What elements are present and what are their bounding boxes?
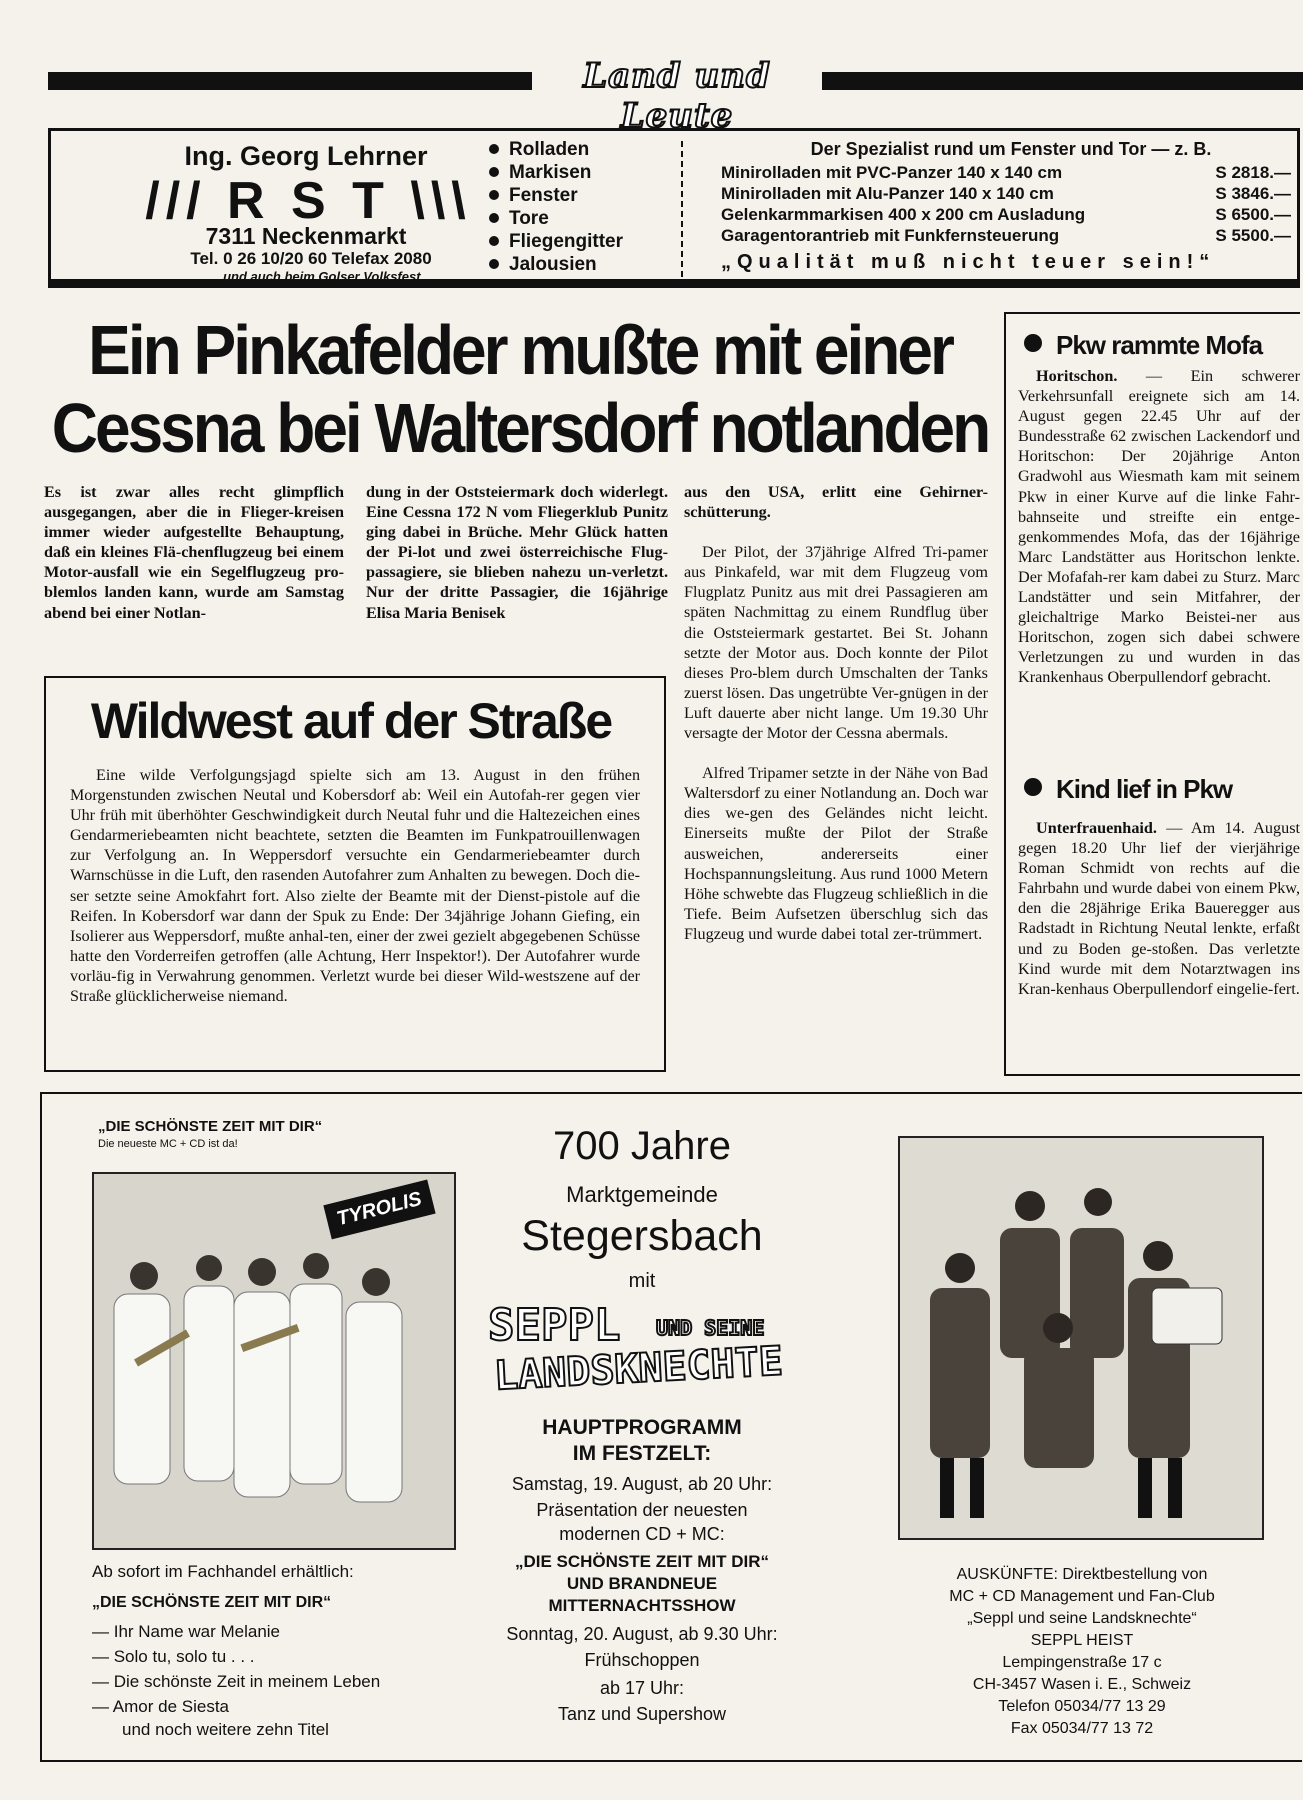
anniversary-title: 700 Jahre: [553, 1124, 731, 1168]
article-paragraph: aus den USA, erlitt eine Gehirner-schütterung.: [684, 483, 988, 522]
presentation-text: Präsentation der neuesten: [536, 1500, 748, 1520]
ad-rst-logo: /// R S T \\\: [145, 172, 472, 230]
ad-spec-heading: Der Spezialist rund um Fenster und Tor — z. B.: [810, 139, 1212, 159]
ad-product: Rolladen: [489, 139, 689, 162]
ad-slogan: „Qualität muß nicht teuer sein!“: [721, 251, 1216, 273]
track-item: — Solo tu, solo tu . . .: [92, 1647, 255, 1666]
track-item: — Die schönste Zeit in meinem Leben: [92, 1672, 381, 1691]
header-rule-left: [48, 72, 532, 90]
landsknechte-logo-text: LANDSKNECHTE: [492, 1338, 784, 1400]
ad-product-list: [489, 139, 689, 277]
ad-offer-row: Minirolladen mit PVC-Panzer 140 x 140 cm S 2818.—: [721, 163, 1291, 182]
program-heading: HAUPTPROGRAMM: [542, 1416, 742, 1439]
sunday-time: Sonntag, 20. August, ab 9.30 Uhr:: [506, 1624, 778, 1644]
ad-divider: [681, 141, 683, 277]
contact-line: AUSKÜNFTE: Direktbestellung von: [956, 1566, 1208, 1583]
wildwest-text: Eine wilde Verfolgungsjagd spielte sich am 13. August in den frühen Morgenstunden zwischen Neutal und Kobersdorf ab: Weil ein Autofah-rer gegen vier Uhr früh mit überhöhter Geschwindigkeit durch Neutal fuhr und die Haltezeichen eines Gendarmeriebeamten nicht beachtete, setzten die Beamten im Funkpatrouillenwagen zur Verfolgung an. In Weppersdorf versuchte ein Gendarmeriebeamter durch Warnschüsse in die Luft, den rasenden Autofahrer zum Anhalten zu bewegen. Doch die-ser setzte seine Amokfahrt fort. Also zielte der Beamte mit der Dienst-pistole auf die Reifen. In Kobersdorf war dann der Spuk zu Ende: Der 34jährige Johann Giefing, ein Isolierer aus Weppersdorf, mußte anhal-ten, einer der zwei gezielt abgegebenen Schüsse hatte den Vorderreifen getroffen (alle Achtung, Herr Inspektor!). Der Autofahrer wurde vorläu-fig in Verwahrung genommen. Verletzt wurde bei dieser Wild-westszene auf der Straße glücklicherweise niemand.: [70, 767, 640, 1006]
program-heading: IM FESTZELT:: [572, 1442, 712, 1465]
ad-offer-row: Minirolladen mit Alu-Panzer 140 x 140 cm S 3846.—: [721, 184, 1291, 203]
town-name: Stegersbach: [521, 1212, 763, 1260]
track-item: — Ihr Name war Melanie: [92, 1622, 281, 1641]
rst-advertisement: [48, 128, 1300, 288]
ad-product: Fliegengitter: [489, 231, 689, 254]
bullet-icon: [489, 190, 499, 200]
evening-time: ab 17 Uhr:: [599, 1678, 685, 1698]
contact-line: Telefon 05034/77 13 29: [998, 1698, 1166, 1715]
ad-product: Fenster: [489, 185, 689, 208]
bullet-icon: [1024, 334, 1042, 352]
with-label: mit: [628, 1270, 656, 1292]
header-rule-right: [822, 72, 1303, 90]
show-title: „DIE SCHÖNSTE ZEIT MIT DIR“: [514, 1552, 770, 1571]
article-paragraph: Der Pilot, der 37jährige Alfred Tri-pamer aus Pinkafeld, war mit dem Flugzeug vom Flugplatz Punitz aus mit drei Passagieren am späten Nachmittag zu einem Rundflug über die Oststeiermark gestartet. Bei St. Johann setzte der Motor aus. Doch konnte der Pilot dieses Pro-blem durch Umschalten der Tanks zuerst lösen. Das ungetrübte Ver-gnügen in der Luft dauerte aber nicht lange. Um 19.30 Uhr versagte der Motor der Cessna abermals.: [684, 543, 988, 743]
article-headline-line2: Cessna bei Waltersdorf notlanden: [51, 389, 989, 467]
contact-line: Lempingenstraße 17 c: [1002, 1654, 1162, 1671]
ad-address: 7311 Neckenmarkt: [205, 223, 407, 249]
sidebar-text: Horitschon. — Ein schwerer Verkehrsunfall ereignete sich am 14. August gegen 22.45 Uhr auf der Bundesstraße 62 zwischen Lackendorf und Horitschon: Der 20jährige Anton Gradwohl aus Wiesmath kam mit seinem Pkw in einer Kurve auf die linke Fahr-bahnseite und streifte ein entge-genkommendes Mofa, das der 16jährige Marc Landstätter aus Horitschon lenkte. Der Mofafah-rer kam dabei zu Sturz. Marc Landstätter und sein Mitfahrer, der gleichaltrige Marko Beistei-ner aus Horitschon, zogen sich dabei schwere Verletzungen zu und wurden in das Krankenhaus Oberpullendorf gebracht.: [1018, 367, 1300, 687]
sidebar-heading: Pkw rammte Mofa: [1024, 330, 1262, 361]
article-lead-col1: Es ist zwar alles recht glimpflich ausgegangen, aber die in Flieger-kreisen immer wieder aufgestellte Behauptung, daß ein kleines Flä-chenflugzeug bei einem Motor-ausfall wie ein Segelflugzeug pro-blemlos landen kann, wurde am Samstag abend bei einer Notlan-: [44, 483, 344, 622]
contact-info: [872, 1564, 1292, 1740]
municipality-label: Marktgemeinde: [566, 1182, 718, 1207]
section-title: Land und Leute: [583, 56, 771, 136]
ad-phone: Tel. 0 26 10/20 60 Telefax 2080: [190, 249, 432, 268]
article-lead-col2: dung in der Oststeiermark doch widerlegt. Eine Cessna 172 N vom Fliegerklub Punitz ging dabei in Brüche. Mehr Glück hatten der Pi-lot und zwei österreichische Flug-passagiere, sie blieben nahezu un-verletzt. Nur der dritte Passagier, die 16jährige Elisa Maria Benisek: [366, 483, 668, 622]
seppl-logo-subtext: UND SEINE: [656, 1316, 765, 1340]
ad-product: Tore: [489, 208, 689, 231]
bullet-icon: [1024, 778, 1042, 796]
fruehschoppen: Frühschoppen: [584, 1650, 700, 1670]
bullet-icon: [489, 236, 499, 246]
ad-product: Markisen: [489, 162, 689, 185]
ad-offer-row: Gelenkarmmarkisen 400 x 200 cm Ausladung S 6500.—: [721, 205, 1291, 224]
tyrolis-label-logo: TYROLIS: [323, 1180, 435, 1240]
band-photo-figures: [900, 1138, 1262, 1538]
article-col3: [684, 482, 988, 944]
concert-advertisement: [40, 1092, 1302, 1762]
presentation-text: modernen CD + MC:: [559, 1524, 725, 1544]
ad-product: Jalousien: [489, 254, 689, 277]
show-title: UND BRANDNEUE: [566, 1574, 718, 1593]
album-title: „DIE SCHÖNSTE ZEIT MIT DIR“: [98, 1118, 323, 1135]
article-headline-line1: Ein Pinkafelder mußte mit einer: [88, 311, 952, 389]
bullet-icon: [489, 167, 499, 177]
ad-company-name: Ing. Georg Lehrner: [184, 141, 428, 171]
contact-line: Fax 05034/77 13 72: [1010, 1720, 1154, 1737]
album-title-repeat: „DIE SCHÖNSTE ZEIT MIT DIR“: [92, 1594, 332, 1611]
bullet-icon: [489, 259, 499, 269]
contact-line: MC + CD Management und Fan-Club: [949, 1588, 1215, 1605]
bullet-icon: [489, 213, 499, 223]
ad-golser-note: . . . und auch beim Golser Volksfest: [201, 269, 421, 284]
article-paragraph: Alfred Tripamer setzte in der Nähe von Bad Waltersdorf zu einer Notlandung an. Doch war dies we-gen des Geländes nicht leicht. Einerseits mußte der Pilot der Straße ausweichen, andererseits einer Hochspannungsleitung. Aus rund 1000 Metern Höhe schwebte das Flugzeug schließlich in die Tiefe. Beim Aufsetzen überschlug sich das Flugzeug und wurde dabei total zer-trümmert.: [684, 764, 988, 943]
album-subtitle: Die neueste MC + CD ist da!: [98, 1138, 238, 1150]
sidebar-text: Unterfrauenhaid. — Am 14. August gegen 18.20 Uhr lief der vierjährige Roman Schmidt von rechts auf die Fahrbahn und wurde dabei von einem Pkw, den die 28jährige Erika Baueregger aus Radstadt in Richtung Neutal lenkte, erfaßt und zu Boden ge-stoßen. Das verletzte Kind wurde mit dem Notarztwagen ins Kran-kenhaus Oberpullendorf eingelie-fert.: [1018, 819, 1300, 998]
seppl-logo-text: SEPPL: [488, 1300, 621, 1351]
wildwest-title: Wildwest auf der Straße: [90, 693, 612, 749]
sidebar-heading: Kind lief in Pkw: [1024, 774, 1232, 805]
band-photo-costume: [898, 1136, 1264, 1540]
track-item: — Amor de Siesta: [92, 1697, 230, 1716]
band-photo-figures: [94, 1174, 454, 1548]
ad-offer-row: Garagentorantrieb mit Funkfernsteuerung S 5500.—: [721, 226, 1291, 245]
track-more: und noch weitere zehn Titel: [122, 1720, 329, 1739]
show-title: MITTERNACHTSSHOW: [548, 1596, 736, 1615]
contact-line: „Seppl und seine Landsknechte“: [967, 1610, 1197, 1627]
contact-line: CH-3457 Wasen i. E., Schweiz: [972, 1676, 1192, 1693]
wildwest-box: [44, 676, 666, 1072]
available-note: Ab sofort im Fachhandel erhältlich:: [92, 1562, 354, 1581]
band-photo-white: [92, 1172, 456, 1550]
dance-show: Tanz und Supershow: [557, 1704, 727, 1724]
saturday-time: Samstag, 19. August, ab 20 Uhr:: [511, 1474, 773, 1494]
bullet-icon: [489, 144, 499, 154]
contact-line: SEPPL HEIST: [1030, 1632, 1134, 1649]
news-sidebar: [1004, 312, 1300, 1076]
